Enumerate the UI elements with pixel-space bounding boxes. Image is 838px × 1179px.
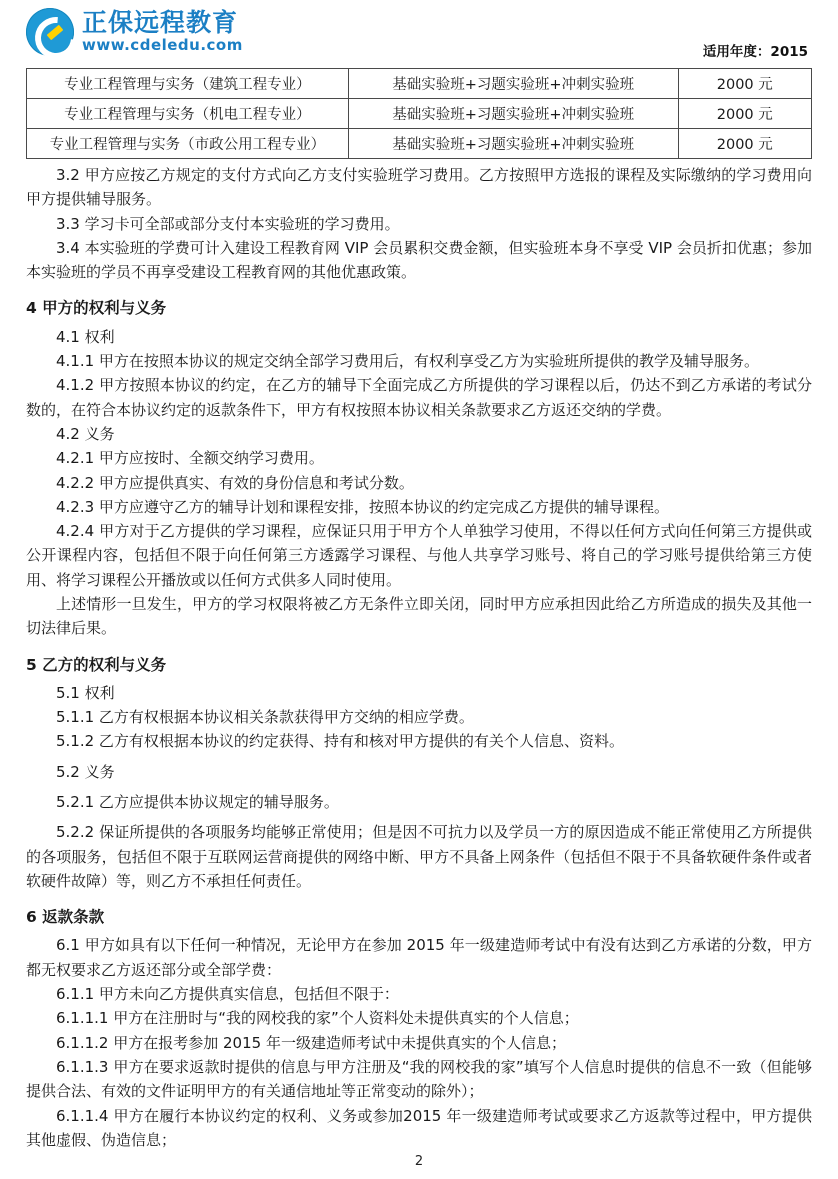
cell-price: 2000 元 (678, 99, 811, 129)
clause-5-1-2: 5.1.2 乙方有权根据本协议的约定获得、持有和核对甲方提供的有关个人信息、资料。 (56, 732, 624, 751)
section-heading-6: 6 返款条款 (26, 908, 105, 927)
subsection-5-2: 5.2 义务 (56, 762, 115, 781)
page-number: 2 (414, 1154, 424, 1169)
clause-4-2-1: 4.2.1 甲方应按时、全额交纳学习费用。 (56, 449, 324, 468)
clause-6-1-1-4: 6.1.1.4 甲方在履行本协议约定的权利、义务或参加2015 年一级建造师考试或要求乙方返款等过程中，甲方提供其他虚假、伪造信息； (26, 1106, 812, 1149)
clause-3-4: 3.4 本实验班的学费可计入建设工程教育网 VIP 会员累积交费金额，但实验班本身不享受 VIP 会员折扣优惠；参加本实验班的学员不再享受建设工程教育网的其他优惠政策。 (26, 238, 812, 282)
table-row (27, 69, 812, 99)
clause-4-2-2: 4.2.2 甲方应提供真实、有效的身份信息和考试分数。 (56, 473, 414, 492)
cell-price: 2000 元 (678, 129, 811, 159)
brand-text (82, 10, 243, 54)
page-header (26, 0, 812, 66)
brand-website: www.cdeledu.com (82, 36, 243, 55)
clause-4-1-1: 4.1.1 甲方在按照本协议的规定交纳全部学习费用后，有权利享受乙方为实验班所提供的教学及辅导服务。 (56, 352, 759, 371)
clause-4-2-3: 4.2.3 甲方应遵守乙方的辅导计划和课程安排，按照本协议的约定完成乙方提供的辅导课程。 (56, 497, 669, 516)
brand-name-cn: 正保远程教育 (82, 8, 239, 37)
clause-5-2-1: 5.2.1 乙方应提供本协议规定的辅导服务。 (56, 793, 339, 812)
cell-price: 2000 元 (678, 69, 811, 99)
fee-table (26, 68, 812, 159)
clause-6-1-1-3: 6.1.1.3 甲方在要求返款时提供的信息与甲方注册及“我的网校我的家”填写个人信息时提供的信息不一致（但能够提供合法、有效的文件证明甲方的有关通信地址等正常变动的除外）； (26, 1057, 812, 1101)
brand-block (26, 8, 812, 56)
clause-3-3: 3.3 学习卡可全部或部分支付本实验班的学习费用。 (56, 214, 400, 233)
clause-3-2: 3.2 甲方应按乙方规定的支付方式向乙方支付实验班学习费用。乙方按照甲方选报的课程及实际缴纳的学习费用向甲方提供辅导服务。 (26, 166, 812, 209)
cell-course: 专业工程管理与实务（机电工程专业） (27, 99, 349, 129)
clause-6-1-1-2: 6.1.1.2 甲方在报考参加 2015 年一级建造师考试中未提供真实的个人信息； (56, 1033, 566, 1052)
cell-plan: 基础实验班+习题实验班+冲刺实验班 (348, 99, 678, 129)
subsection-5-1: 5.1 权利 (56, 683, 115, 702)
company-logo-icon (26, 8, 74, 56)
table-row (27, 129, 812, 159)
clause-6-1-1: 6.1.1 甲方未向乙方提供真实信息，包括但不限于： (56, 985, 399, 1004)
cell-plan: 基础实验班+习题实验班+冲刺实验班 (348, 129, 678, 159)
cell-course: 专业工程管理与实务（市政公用工程专业） (27, 129, 349, 159)
subsection-4-2: 4.2 义务 (56, 424, 115, 443)
clause-4-1-2: 4.1.2 甲方按照本协议的约定，在乙方的辅导下全面完成乙方所提供的学习课程以后，仍达不到乙方承诺的考试分数的，在符合本协议约定的返款条件下，甲方有权按照本协议相关条款要求乙方返还交纳的学费。 (26, 376, 812, 419)
clause-4-2-4: 4.2.4 甲方对于乙方提供的学习课程，应保证只用于甲方个人单独学习使用，不得以任何方式向任何第三方提供或公开课程内容，包括但不限于向任何第三方透露学习课程、与他人共享学习账号、将自己的学习账号提供给第三方使用、将学习课程公开播放或以任何方式供多人同时使用。 (26, 522, 812, 589)
clause-4-2-4-note: 上述情形一旦发生，甲方的学习权限将被乙方无条件立即关闭，同时甲方应承担因此给乙方所造成的损失及其他一切法律后果。 (26, 595, 812, 638)
clause-6-1-1-1: 6.1.1.1 甲方在注册时与“我的网校我的家”个人资料处未提供真实的个人信息； (56, 1009, 579, 1028)
applicable-year-label: 适用年度：2015 (702, 44, 808, 60)
cell-plan: 基础实验班+习题实验班+冲刺实验班 (348, 69, 678, 99)
clause-6-1: 6.1 甲方如具有以下任何一种情况，无论甲方在参加 2015 年一级建造师考试中有没有达到乙方承诺的分数，甲方都无权要求乙方返还部分或全部学费： (26, 936, 812, 979)
cell-course: 专业工程管理与实务（建筑工程专业） (27, 69, 349, 99)
section-heading-4: 4 甲方的权利与义务 (26, 299, 167, 318)
subsection-4-1: 4.1 权利 (56, 327, 115, 346)
table-row (27, 99, 812, 129)
clause-5-1-1: 5.1.1 乙方有权根据本协议相关条款获得甲方交纳的相应学费。 (56, 708, 474, 727)
section-heading-5: 5 乙方的权利与义务 (26, 655, 167, 674)
clause-5-2-2: 5.2.2 保证所提供的各项服务均能够正常使用；但是因不可抗力以及学员一方的原因造成不能正常使用乙方所提供的各项服务，包括但不限于互联网运营商提供的网络中断、甲方不具备上网条件（包括但不限于不具备软硬件条件或者软硬件故障）等，则乙方不承担任何责任。 (26, 823, 812, 890)
